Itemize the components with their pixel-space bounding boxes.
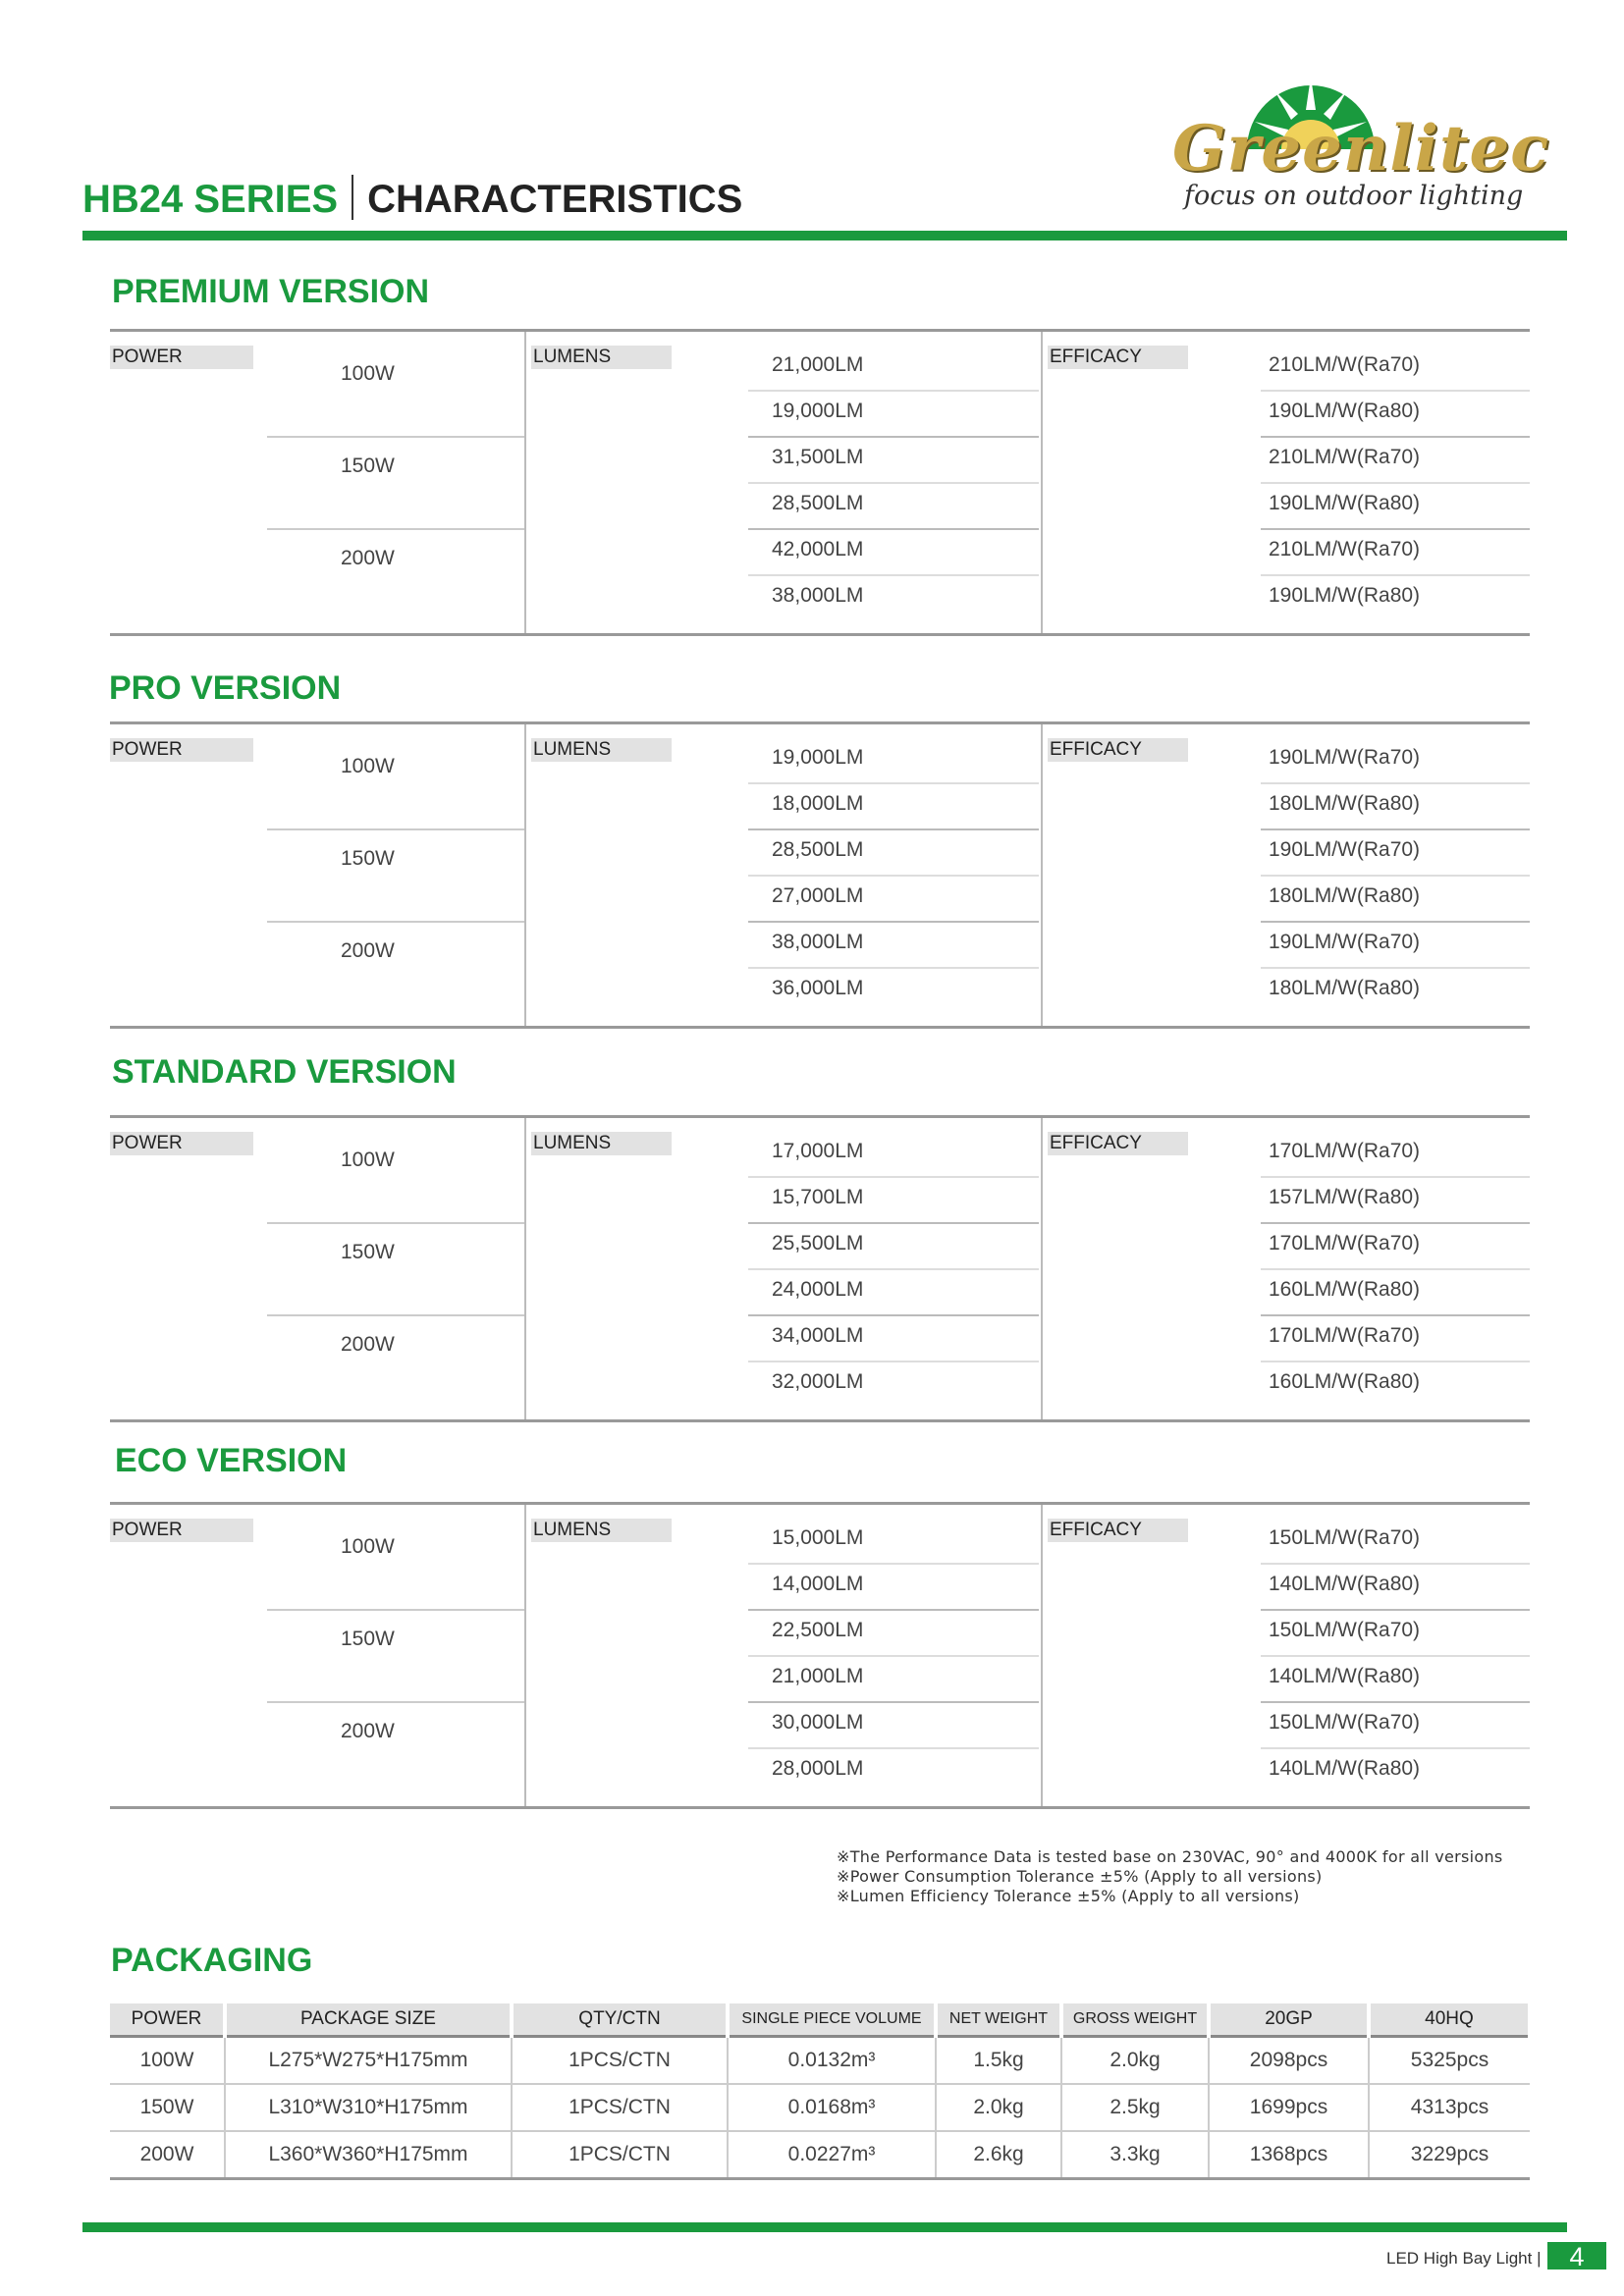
power-divider (267, 528, 524, 530)
lumens-value: 15,000LM (772, 1526, 864, 1549)
cell-power: 150W (110, 2084, 225, 2131)
table-bottom-rule (110, 1026, 1530, 1029)
section-heading: CHARACTERISTICS (367, 178, 743, 221)
power-value: 100W (341, 755, 395, 777)
row-divider (748, 528, 1039, 530)
lumens-value: 25,500LM (772, 1232, 864, 1255)
row-divider (1261, 1609, 1530, 1611)
version-title: PRO VERSION (109, 669, 342, 707)
packaging-table (110, 2003, 1532, 2180)
lumens-value: 21,000LM (772, 1665, 864, 1687)
power-value: 100W (341, 1535, 395, 1558)
table-bottom-rule (110, 633, 1530, 636)
cell-qty: 1PCS/CTN (512, 2131, 728, 2179)
header-efficacy: EFFICACY (1048, 1132, 1188, 1155)
cell-20gp: 1368pcs (1209, 2131, 1369, 2179)
row-divider (748, 921, 1039, 923)
power-divider (267, 436, 524, 438)
column-divider (524, 724, 526, 1029)
power-value: 150W (341, 1241, 395, 1263)
row-divider (1261, 828, 1530, 830)
efficacy-value: 160LM/W(Ra80) (1269, 1278, 1421, 1301)
note-line: ※Lumen Efficiency Tolerance ±5% (Apply to all versions) (837, 1887, 1300, 1905)
lumens-value: 36,000LM (772, 977, 864, 999)
efficacy-value: 190LM/W(Ra80) (1269, 584, 1421, 607)
power-divider (267, 828, 524, 830)
efficacy-value: 180LM/W(Ra80) (1269, 977, 1421, 999)
lumens-value: 18,000LM (772, 792, 864, 815)
efficacy-value: 157LM/W(Ra80) (1269, 1186, 1421, 1208)
logo-tagline: focus on outdoor lighting (1184, 181, 1524, 211)
footer-rule (82, 2222, 1567, 2232)
row-divider (748, 1609, 1039, 1611)
lumens-value: 32,000LM (772, 1370, 864, 1393)
header-lumens: LUMENS (531, 738, 672, 762)
power-value: 150W (341, 847, 395, 870)
col-header-power: POWER (110, 2003, 225, 2037)
efficacy-value: 190LM/W(Ra70) (1269, 838, 1421, 861)
efficacy-value: 190LM/W(Ra80) (1269, 492, 1421, 514)
lumens-value: 22,500LM (772, 1619, 864, 1641)
col-header-qty: QTY/CTN (512, 2003, 728, 2037)
version-spec-table (110, 721, 1530, 1029)
efficacy-value: 140LM/W(Ra80) (1269, 1757, 1421, 1780)
power-divider (267, 921, 524, 923)
column-divider (1041, 724, 1043, 1029)
cell-gross-weight: 2.0kg (1061, 2037, 1209, 2085)
power-value: 200W (341, 1720, 395, 1742)
efficacy-value: 170LM/W(Ra70) (1269, 1140, 1421, 1162)
efficacy-value: 140LM/W(Ra80) (1269, 1665, 1421, 1687)
version-spec-table (110, 1115, 1530, 1422)
header-lumens: LUMENS (531, 346, 672, 369)
power-value: 200W (341, 939, 395, 962)
row-divider (748, 1176, 1039, 1178)
cell-qty: 1PCS/CTN (512, 2037, 728, 2085)
row-divider (1261, 390, 1530, 392)
cell-20gp: 1699pcs (1209, 2084, 1369, 2131)
brand-logo (1168, 71, 1581, 218)
lumens-value: 31,500LM (772, 446, 864, 468)
series-name: HB24 SERIES (82, 178, 339, 221)
col-header-net-weight: NET WEIGHT (936, 2003, 1061, 2037)
row-divider (748, 828, 1039, 830)
row-divider (1261, 1361, 1530, 1362)
column-divider (1041, 1505, 1043, 1809)
row-divider (1261, 921, 1530, 923)
power-value: 200W (341, 547, 395, 569)
cell-package-size: L275*W275*H175mm (225, 2037, 512, 2085)
power-divider (267, 1314, 524, 1316)
efficacy-value: 180LM/W(Ra80) (1269, 884, 1421, 907)
cell-net-weight: 1.5kg (936, 2037, 1061, 2085)
row-divider (1261, 875, 1530, 877)
efficacy-value: 160LM/W(Ra80) (1269, 1370, 1421, 1393)
row-divider (1261, 528, 1530, 530)
footer-label: LED High Bay Light | (1386, 2249, 1542, 2268)
power-divider (267, 1609, 524, 1611)
col-header-package-size: PACKAGE SIZE (225, 2003, 512, 2037)
table-bottom-rule (110, 1419, 1530, 1422)
row-divider (1261, 782, 1530, 784)
table-row (110, 2037, 1530, 2085)
col-header-20gp: 20GP (1209, 2003, 1369, 2037)
table-row (110, 2131, 1530, 2179)
page-title (82, 175, 742, 222)
efficacy-value: 210LM/W(Ra70) (1269, 446, 1421, 468)
row-divider (748, 390, 1039, 392)
column-divider (524, 1505, 526, 1809)
cell-gross-weight: 3.3kg (1061, 2131, 1209, 2179)
row-divider (748, 782, 1039, 784)
power-value: 100W (341, 362, 395, 385)
row-divider (748, 1314, 1039, 1316)
efficacy-value: 190LM/W(Ra70) (1269, 746, 1421, 769)
col-header-gross-weight: GROSS WEIGHT (1061, 2003, 1209, 2037)
efficacy-value: 170LM/W(Ra70) (1269, 1324, 1421, 1347)
row-divider (1261, 436, 1530, 438)
efficacy-value: 190LM/W(Ra70) (1269, 931, 1421, 953)
column-divider (1041, 1118, 1043, 1422)
column-divider (524, 332, 526, 636)
efficacy-value: 190LM/W(Ra80) (1269, 400, 1421, 422)
page-number: 4 (1547, 2242, 1606, 2269)
lumens-value: 27,000LM (772, 884, 864, 907)
row-divider (748, 1268, 1039, 1270)
column-divider (524, 1118, 526, 1422)
row-divider (1261, 967, 1530, 969)
cell-net-weight: 2.0kg (936, 2084, 1061, 2131)
cell-package-size: L310*W310*H175mm (225, 2084, 512, 2131)
row-divider (748, 1655, 1039, 1657)
table-row (110, 2084, 1530, 2131)
row-divider (748, 1701, 1039, 1703)
row-divider (1261, 1222, 1530, 1224)
power-divider (267, 1222, 524, 1224)
row-divider (1261, 1563, 1530, 1565)
packaging-header-row (110, 2003, 1530, 2037)
row-divider (748, 1222, 1039, 1224)
row-divider (748, 436, 1039, 438)
cell-power: 100W (110, 2037, 225, 2085)
lumens-value: 15,700LM (772, 1186, 864, 1208)
row-divider (748, 482, 1039, 484)
header-power: POWER (110, 346, 253, 369)
efficacy-value: 140LM/W(Ra80) (1269, 1573, 1421, 1595)
efficacy-value: 210LM/W(Ra70) (1269, 538, 1421, 561)
note-line: ※The Performance Data is tested base on 230VAC, 90° and 4000K for all versions (837, 1847, 1503, 1866)
col-header-40hq: 40HQ (1369, 2003, 1530, 2037)
cell-net-weight: 2.6kg (936, 2131, 1061, 2179)
lumens-value: 19,000LM (772, 746, 864, 769)
lumens-value: 30,000LM (772, 1711, 864, 1734)
efficacy-value: 150LM/W(Ra70) (1269, 1711, 1421, 1734)
lumens-value: 38,000LM (772, 584, 864, 607)
cell-40hq: 4313pcs (1369, 2084, 1530, 2131)
column-divider (1041, 332, 1043, 636)
test-notes (837, 1847, 1503, 1906)
row-divider (748, 1563, 1039, 1565)
header-power: POWER (110, 738, 253, 762)
lumens-value: 19,000LM (772, 400, 864, 422)
lumens-value: 24,000LM (772, 1278, 864, 1301)
lumens-value: 42,000LM (772, 538, 864, 561)
cell-20gp: 2098pcs (1209, 2037, 1369, 2085)
row-divider (1261, 1655, 1530, 1657)
power-value: 150W (341, 1628, 395, 1650)
header-rule (82, 231, 1567, 240)
row-divider (1261, 574, 1530, 576)
lumens-value: 34,000LM (772, 1324, 864, 1347)
version-title: STANDARD VERSION (112, 1053, 457, 1091)
efficacy-value: 150LM/W(Ra70) (1269, 1526, 1421, 1549)
header-lumens: LUMENS (531, 1132, 672, 1155)
efficacy-value: 170LM/W(Ra70) (1269, 1232, 1421, 1255)
lumens-value: 28,500LM (772, 838, 864, 861)
header-lumens: LUMENS (531, 1519, 672, 1542)
row-divider (748, 574, 1039, 576)
row-divider (748, 967, 1039, 969)
row-divider (1261, 1176, 1530, 1178)
power-value: 200W (341, 1333, 395, 1356)
cell-qty: 1PCS/CTN (512, 2084, 728, 2131)
version-spec-table (110, 329, 1530, 636)
efficacy-value: 150LM/W(Ra70) (1269, 1619, 1421, 1641)
version-title: ECO VERSION (115, 1442, 348, 1479)
cell-volume: 0.0227m³ (728, 2131, 936, 2179)
packaging-title: PACKAGING (111, 1942, 313, 1979)
cell-volume: 0.0132m³ (728, 2037, 936, 2085)
lumens-value: 17,000LM (772, 1140, 864, 1162)
row-divider (1261, 1747, 1530, 1749)
table-bottom-rule (110, 1806, 1530, 1809)
cell-40hq: 3229pcs (1369, 2131, 1530, 2179)
lumens-value: 28,500LM (772, 492, 864, 514)
row-divider (1261, 1268, 1530, 1270)
row-divider (1261, 1701, 1530, 1703)
row-divider (1261, 482, 1530, 484)
cell-gross-weight: 2.5kg (1061, 2084, 1209, 2131)
cell-40hq: 5325pcs (1369, 2037, 1530, 2085)
header-power: POWER (110, 1132, 253, 1155)
header-power: POWER (110, 1519, 253, 1542)
lumens-value: 28,000LM (772, 1757, 864, 1780)
col-header-volume: SINGLE PIECE VOLUME (728, 2003, 936, 2037)
header-efficacy: EFFICACY (1048, 738, 1188, 762)
power-value: 150W (341, 454, 395, 477)
cell-power: 200W (110, 2131, 225, 2179)
lumens-value: 38,000LM (772, 931, 864, 953)
lumens-value: 14,000LM (772, 1573, 864, 1595)
cell-volume: 0.0168m³ (728, 2084, 936, 2131)
efficacy-value: 210LM/W(Ra70) (1269, 353, 1421, 376)
version-spec-table (110, 1502, 1530, 1809)
note-line: ※Power Consumption Tolerance ±5% (Apply to all versions) (837, 1867, 1323, 1886)
cell-package-size: L360*W360*H175mm (225, 2131, 512, 2179)
logo-wordmark: Greenlitec (1172, 112, 1550, 186)
row-divider (748, 1747, 1039, 1749)
power-value: 100W (341, 1148, 395, 1171)
efficacy-value: 180LM/W(Ra80) (1269, 792, 1421, 815)
lumens-value: 21,000LM (772, 353, 864, 376)
row-divider (1261, 1314, 1530, 1316)
title-separator (352, 175, 353, 220)
row-divider (748, 875, 1039, 877)
header-efficacy: EFFICACY (1048, 1519, 1188, 1542)
row-divider (748, 1361, 1039, 1362)
power-divider (267, 1701, 524, 1703)
version-title: PREMIUM VERSION (112, 273, 430, 310)
header-efficacy: EFFICACY (1048, 346, 1188, 369)
